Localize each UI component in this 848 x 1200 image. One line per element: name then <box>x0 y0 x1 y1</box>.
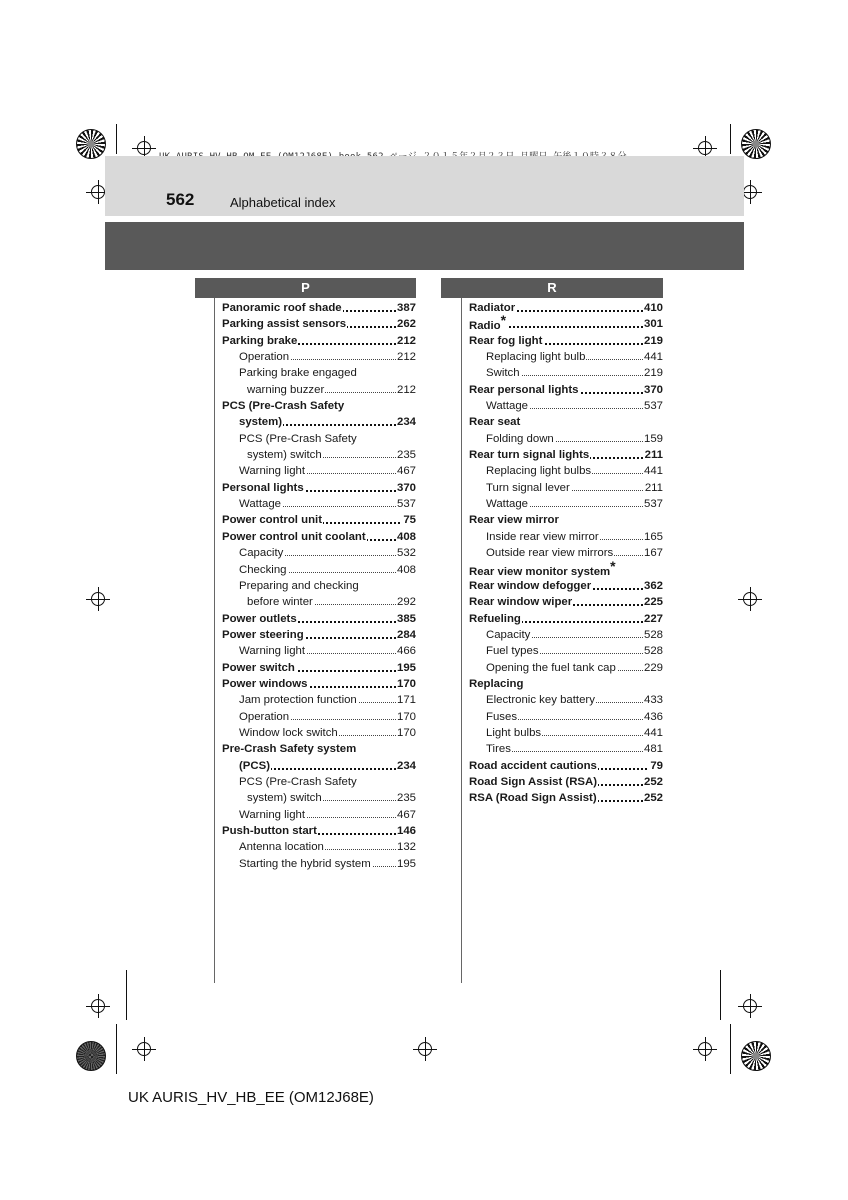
index-entry <box>469 529 663 545</box>
index-term <box>486 545 614 561</box>
index-term-text: Folding down <box>486 432 554 445</box>
index-term <box>469 447 590 463</box>
registration-rosette-top-right <box>741 129 771 159</box>
index-entry <box>469 774 663 790</box>
registration-rosette-bottom-left <box>76 1041 106 1071</box>
index-entry <box>222 839 416 855</box>
index-term <box>239 414 283 430</box>
index-term-text: system) switch <box>247 792 322 805</box>
crop-mark <box>730 1024 731 1074</box>
page-reference: 467 <box>396 463 416 479</box>
index-entry <box>469 725 663 741</box>
index-term <box>486 709 518 725</box>
index-term-text: Warning light <box>239 645 306 658</box>
index-term <box>239 725 339 741</box>
index-entry <box>469 512 663 528</box>
crosshair-mark <box>137 141 151 155</box>
page-reference: 537 <box>396 496 416 512</box>
index-entry <box>222 856 416 872</box>
index-entry <box>222 349 416 365</box>
crop-mark <box>126 970 127 1020</box>
page-reference: 532 <box>396 545 416 561</box>
page-reference: 528 <box>643 643 663 659</box>
index-term <box>239 807 306 823</box>
index-entry <box>469 545 663 561</box>
page-reference: 211 <box>644 480 663 496</box>
page-reference: 408 <box>396 562 416 578</box>
index-term <box>486 741 512 757</box>
index-term-text: Rear personal lights <box>469 383 579 396</box>
index-term <box>239 365 358 381</box>
index-entry <box>222 431 416 447</box>
index-entry <box>222 594 416 610</box>
index-entry <box>222 741 416 757</box>
index-entry <box>222 316 416 332</box>
index-entry <box>222 627 416 643</box>
page-reference: 212 <box>396 382 416 398</box>
index-term-text: Rear window defogger <box>469 579 592 592</box>
index-entry <box>222 545 416 561</box>
index-entry <box>222 676 416 692</box>
index-entry <box>222 512 416 528</box>
page-reference: 441 <box>643 725 663 741</box>
page-reference: 292 <box>396 594 416 610</box>
index-term <box>239 758 271 774</box>
registration-rosette-top-left <box>76 129 106 159</box>
index-letter-heading: P <box>195 278 416 298</box>
page-reference: 165 <box>643 529 663 545</box>
crosshair-mark <box>743 185 757 199</box>
index-term <box>222 660 296 676</box>
index-term-text: Refueling <box>469 612 521 625</box>
index-term <box>239 463 306 479</box>
crosshair-mark <box>91 185 105 199</box>
index-term <box>469 594 573 610</box>
footnote-asterisk: * <box>500 312 507 329</box>
index-entry <box>469 349 663 365</box>
index-entry <box>469 643 663 659</box>
index-entry <box>222 790 416 806</box>
index-term <box>486 725 542 741</box>
page-reference: 170 <box>396 725 416 741</box>
page-reference: 212 <box>396 333 416 349</box>
index-entry <box>469 300 663 316</box>
crosshair-mark <box>137 1042 151 1056</box>
index-entry <box>469 709 663 725</box>
index-term-text: Parking brake engaged <box>239 367 357 380</box>
page-reference: 528 <box>643 627 663 643</box>
dot-leader <box>486 751 663 752</box>
page-reference: 385 <box>396 611 416 627</box>
index-entry <box>469 480 663 496</box>
index-term-text: (PCS) <box>239 759 271 772</box>
index-term-text: Operation <box>239 351 290 364</box>
index-term <box>222 480 305 496</box>
index-term-text: Rear turn signal lights <box>469 449 590 462</box>
page-reference: 537 <box>643 398 663 414</box>
index-term-text: Wattage <box>239 498 281 511</box>
page-reference: 171 <box>396 692 416 708</box>
page-reference: 225 <box>643 594 663 610</box>
index-term-text: Rear view mirror <box>469 514 559 527</box>
index-term <box>222 529 367 545</box>
index-term-text: Power switch <box>222 661 295 674</box>
index-entry <box>469 741 663 757</box>
page-reference: 234 <box>396 414 416 430</box>
index-entry <box>222 529 416 545</box>
index-entry <box>469 496 663 512</box>
index-entry <box>222 496 416 512</box>
index-term <box>222 823 318 839</box>
crosshair-mark <box>698 141 712 155</box>
index-term-text: Window lock switch <box>239 726 338 739</box>
index-entry <box>469 790 663 806</box>
index-term-text: Replacing light bulb <box>486 351 586 364</box>
index-term-text: Parking assist sensors <box>222 318 347 331</box>
page-reference: 262 <box>396 316 416 332</box>
index-entry <box>469 333 663 349</box>
index-entry <box>222 611 416 627</box>
index-term-text: PCS (Pre-Crash Safety <box>239 432 357 445</box>
index-term-text: Fuses <box>486 710 518 723</box>
index-term-text: Power steering <box>222 628 304 641</box>
index-term-text: Light bulbs <box>486 726 542 739</box>
index-term <box>486 692 596 708</box>
page-reference: 229 <box>643 660 663 676</box>
index-term <box>247 382 325 398</box>
page-reference: 436 <box>643 709 663 725</box>
index-entry <box>469 660 663 676</box>
page-reference: 212 <box>396 349 416 365</box>
index-term-text: Power control unit <box>222 514 322 527</box>
index-term-text: Inside rear view mirror <box>486 530 599 543</box>
page-reference: 146 <box>396 823 416 839</box>
index-entry <box>222 709 416 725</box>
index-entry <box>469 414 663 430</box>
page-reference: 219 <box>643 365 663 381</box>
page-reference: 167 <box>643 545 663 561</box>
page-reference: 170 <box>396 676 416 692</box>
index-term-text: Electronic key battery <box>486 694 595 707</box>
index-term-text: Road accident cautions <box>469 759 597 772</box>
index-term-text: Replacing light bulbs <box>486 465 592 478</box>
index-entry <box>222 660 416 676</box>
index-entry <box>469 463 663 479</box>
page-reference: 410 <box>643 300 663 316</box>
index-entry <box>222 463 416 479</box>
index-entry <box>469 692 663 708</box>
column-divider <box>461 298 462 983</box>
page-reference: 252 <box>643 790 663 806</box>
index-entry <box>222 643 416 659</box>
page-reference: 387 <box>396 300 416 316</box>
index-term <box>486 431 555 447</box>
index-entry <box>222 692 416 708</box>
page-reference: 441 <box>643 463 663 479</box>
index-term-text: Capacity <box>486 628 531 641</box>
index-term-text: Parking brake <box>222 334 298 347</box>
index-entry <box>469 312 663 333</box>
index-column-p <box>222 300 416 872</box>
index-entry <box>469 398 663 414</box>
index-term-text: Rear seat <box>469 416 521 429</box>
index-term <box>469 300 516 316</box>
index-term-text: Fuel types <box>486 645 539 658</box>
index-entry <box>222 333 416 349</box>
index-term <box>222 316 347 332</box>
page-reference: 441 <box>643 349 663 365</box>
index-term-text: Capacity <box>239 547 284 560</box>
index-term-text: Radio <box>469 320 501 333</box>
index-entry <box>469 557 663 578</box>
registration-rosette-bottom-right <box>741 1041 771 1071</box>
crop-mark <box>730 124 731 154</box>
index-term <box>239 545 284 561</box>
index-term <box>222 611 298 627</box>
index-term-text: Replacing <box>469 677 524 690</box>
index-term <box>486 365 521 381</box>
index-term-text: Wattage <box>486 498 528 511</box>
footer-code: UK AURIS_HV_HB_EE (OM12J68E) <box>128 1089 374 1106</box>
index-term <box>222 333 298 349</box>
page-reference: 370 <box>396 480 416 496</box>
page-reference: 234 <box>396 758 416 774</box>
index-term <box>486 398 529 414</box>
index-entry <box>469 365 663 381</box>
crosshair-mark <box>91 592 105 606</box>
index-term-text: PCS (Pre-Crash Safety <box>239 775 357 788</box>
index-entry <box>469 382 663 398</box>
index-term-text: Radiator <box>469 302 516 314</box>
index-term <box>222 512 323 528</box>
index-term <box>469 758 598 774</box>
index-entry <box>222 725 416 741</box>
index-term-text: Power control unit coolant <box>222 530 366 543</box>
index-entry <box>222 562 416 578</box>
page-reference: 159 <box>643 431 663 447</box>
index-term <box>486 643 540 659</box>
page-reference: 408 <box>396 529 416 545</box>
index-term-text: Road Sign Assist (RSA) <box>469 775 598 788</box>
index-term-text: RSA (Road Sign Assist) <box>469 792 597 805</box>
page-reference: 433 <box>643 692 663 708</box>
page-reference: 537 <box>643 496 663 512</box>
index-entry <box>469 758 663 774</box>
crosshair-mark <box>91 999 105 1013</box>
index-entry <box>222 823 416 839</box>
index-term-text: Operation <box>239 710 290 723</box>
index-entry <box>222 447 416 463</box>
index-term <box>469 333 543 349</box>
header-band <box>105 156 744 216</box>
index-entry <box>222 300 416 316</box>
index-entry <box>222 365 416 381</box>
crosshair-mark <box>743 592 757 606</box>
page-reference: 75 <box>402 512 416 528</box>
page-reference: 195 <box>396 660 416 676</box>
index-term <box>486 660 617 676</box>
index-term-text: Opening the fuel tank cap <box>486 661 616 674</box>
index-entry <box>222 398 416 414</box>
page-reference: 235 <box>396 790 416 806</box>
index-term <box>469 790 598 806</box>
index-term <box>222 627 305 643</box>
index-term <box>486 349 586 365</box>
page-reference: 467 <box>396 807 416 823</box>
index-term-text: Wattage <box>486 400 528 413</box>
index-term <box>222 741 357 757</box>
index-term-text: PCS (Pre-Crash Safety <box>222 400 345 413</box>
crosshair-mark <box>418 1042 432 1056</box>
index-term <box>469 676 524 692</box>
index-term <box>239 774 358 790</box>
page-reference: 252 <box>643 774 663 790</box>
index-term <box>486 463 592 479</box>
page-reference: 132 <box>396 839 416 855</box>
index-term-text: before winter <box>247 596 313 609</box>
index-term-text: Warning light <box>239 808 306 821</box>
page-reference: 362 <box>643 578 663 594</box>
index-term <box>239 692 358 708</box>
index-term-text: Turn signal lever <box>486 481 570 494</box>
page-reference: 219 <box>643 333 663 349</box>
index-term-text: Pre-Crash Safety system <box>222 743 357 756</box>
index-term <box>239 578 360 594</box>
index-entry <box>222 382 416 398</box>
index-term <box>486 480 571 496</box>
crop-mark <box>720 970 721 1020</box>
index-term <box>486 529 600 545</box>
index-term-text: Outside rear view mirrors <box>486 547 614 560</box>
index-term <box>486 627 531 643</box>
index-term <box>469 611 522 627</box>
index-term <box>247 790 323 806</box>
index-term-text: Power windows <box>222 677 308 690</box>
index-term-text: Jam protection function <box>239 694 357 707</box>
page-reference: 235 <box>396 447 416 463</box>
index-term-text: Panoramic roof shade <box>222 302 342 314</box>
index-entry <box>469 627 663 643</box>
crosshair-mark <box>698 1042 712 1056</box>
index-term <box>469 414 521 430</box>
page-reference: 481 <box>643 741 663 757</box>
index-entry <box>222 414 416 430</box>
index-entry <box>222 578 416 594</box>
index-entry <box>469 447 663 463</box>
title-bar <box>105 222 744 270</box>
index-entry <box>469 594 663 610</box>
index-term <box>469 774 598 790</box>
page-reference: 466 <box>396 643 416 659</box>
index-term <box>222 676 308 692</box>
index-term-text: Rear view monitor system <box>469 565 611 578</box>
index-term-text: Starting the hybrid system <box>239 857 371 870</box>
index-term <box>469 512 560 528</box>
index-term-text: Power outlets <box>222 612 297 625</box>
index-term-text: Antenna location <box>239 841 324 854</box>
index-entry <box>469 578 663 594</box>
page-reference: 170 <box>396 709 416 725</box>
index-term-text: Checking <box>239 563 287 576</box>
index-entry <box>469 431 663 447</box>
index-term-text: Rear fog light <box>469 334 543 347</box>
index-entry <box>222 807 416 823</box>
index-term-text: Personal lights <box>222 481 304 494</box>
index-term-text: Tires <box>486 743 511 756</box>
index-term <box>247 594 314 610</box>
index-entry <box>222 774 416 790</box>
index-term <box>239 856 372 872</box>
index-term-text: system) <box>239 416 283 429</box>
index-letter-heading: R <box>441 278 663 298</box>
index-term <box>239 562 288 578</box>
page-reference: 301 <box>643 316 663 332</box>
footnote-asterisk: * <box>610 557 616 574</box>
index-column-r <box>469 300 663 807</box>
index-term <box>239 709 290 725</box>
index-term <box>239 496 282 512</box>
index-term-text: warning buzzer <box>247 383 325 396</box>
page-reference: 227 <box>643 611 663 627</box>
index-term <box>222 300 343 316</box>
index-term <box>222 398 345 414</box>
index-term <box>469 382 580 398</box>
column-divider <box>214 298 215 983</box>
index-term <box>239 839 325 855</box>
index-term <box>239 643 306 659</box>
index-entry <box>469 611 663 627</box>
page-reference: 195 <box>396 856 416 872</box>
index-term <box>239 431 358 447</box>
crop-mark <box>116 124 117 154</box>
index-term-text: Warning light <box>239 465 306 478</box>
page-reference: 211 <box>644 447 663 463</box>
page-reference: 79 <box>649 758 663 774</box>
crosshair-mark <box>743 999 757 1013</box>
index-term <box>486 496 529 512</box>
index-term-text: Preparing and checking <box>239 579 359 592</box>
index-term <box>469 578 592 594</box>
crop-mark <box>116 1024 117 1074</box>
index-term <box>247 447 323 463</box>
index-entry <box>222 758 416 774</box>
index-term-text: system) switch <box>247 449 322 462</box>
section-title: Alphabetical index <box>230 195 336 210</box>
index-entry <box>469 676 663 692</box>
index-term-text: Push-button start <box>222 825 317 837</box>
page-reference: 370 <box>643 382 663 398</box>
index-term <box>239 349 290 365</box>
index-term-text: Switch <box>486 367 520 380</box>
page-number: 562 <box>166 190 195 209</box>
index-term-text: Rear window wiper <box>469 596 573 609</box>
page-reference: 284 <box>396 627 416 643</box>
index-entry <box>222 480 416 496</box>
